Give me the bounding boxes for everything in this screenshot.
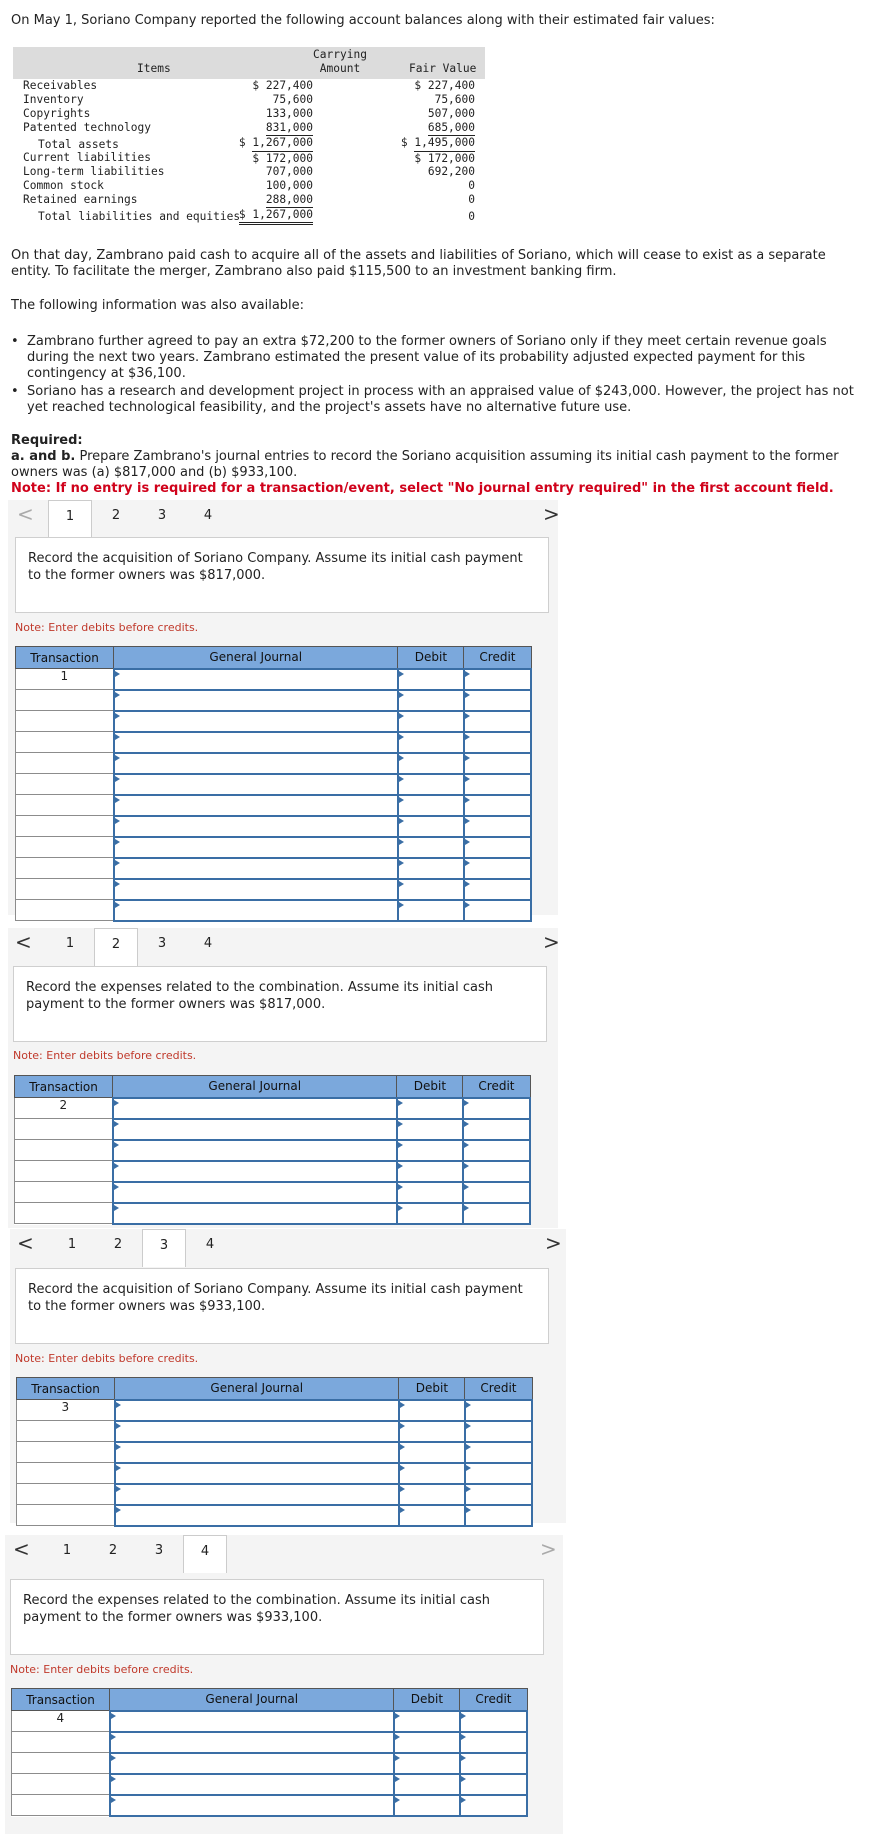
instruction-card: Record the acquisition of Soriano Company. Assume its initial cash payment to the former owners was $933,100. <box>15 1268 549 1344</box>
table-row <box>16 879 532 900</box>
table-row <box>17 1505 533 1526</box>
journal-table-2 <box>14 1075 531 1225</box>
tab-2[interactable]: 2 <box>94 928 138 966</box>
table-row: Patented technology 831,000 685,000 <box>23 121 475 134</box>
credit-input[interactable] <box>464 774 531 795</box>
account-select[interactable] <box>113 1203 397 1224</box>
debit-input[interactable] <box>398 858 464 879</box>
credit-input[interactable] <box>464 837 531 858</box>
account-select[interactable] <box>115 1484 399 1505</box>
transaction-header: Transaction <box>17 1378 115 1400</box>
transaction-number: 3 <box>17 1400 115 1421</box>
next-arrow-icon[interactable]: > <box>540 1537 557 1561</box>
account-select[interactable] <box>110 1753 394 1774</box>
tab-4[interactable]: 4 <box>205 1237 215 1252</box>
table-row <box>16 669 532 690</box>
debits-note: Note: Enter debits before credits. <box>10 1663 194 1676</box>
debit-input[interactable] <box>398 837 464 858</box>
table-row <box>12 1732 528 1753</box>
debit-input[interactable] <box>399 1400 465 1421</box>
table-row <box>15 1203 531 1224</box>
tab-1[interactable]: 1 <box>65 936 75 951</box>
table-row: Inventory 75,600 75,600 <box>23 93 475 106</box>
account-select[interactable] <box>115 1442 399 1463</box>
credit-input[interactable] <box>460 1795 527 1816</box>
debit-input[interactable] <box>394 1732 460 1753</box>
credit-input[interactable] <box>463 1182 530 1203</box>
account-select[interactable] <box>115 1421 399 1442</box>
table-row <box>16 774 532 795</box>
transaction-number: 4 <box>12 1711 110 1732</box>
transaction-header: Transaction <box>15 1076 113 1098</box>
account-select[interactable] <box>114 690 398 711</box>
debit-header: Debit <box>394 1689 460 1711</box>
debit-input[interactable] <box>399 1442 465 1463</box>
tab-2[interactable]: 2 <box>108 1543 118 1558</box>
table-row <box>16 690 532 711</box>
debit-header: Debit <box>398 647 464 669</box>
credit-input[interactable] <box>464 816 531 837</box>
debit-input[interactable] <box>394 1711 460 1732</box>
tab-2[interactable]: 2 <box>113 1237 123 1252</box>
journal-table-3 <box>16 1377 533 1527</box>
table-row: Copyrights 133,000 507,000 <box>23 107 475 120</box>
transaction-number: 1 <box>16 669 114 690</box>
table-row <box>17 1463 533 1484</box>
debit-input[interactable] <box>398 816 464 837</box>
account-select[interactable] <box>114 711 398 732</box>
table-row <box>16 900 532 921</box>
debit-input[interactable] <box>398 753 464 774</box>
debit-input[interactable] <box>398 795 464 816</box>
table-row <box>16 732 532 753</box>
next-arrow-icon[interactable]: > <box>543 502 560 526</box>
table-row <box>15 1140 531 1161</box>
table-row <box>16 711 532 732</box>
instruction-card: Record the acquisition of Soriano Company. Assume its initial cash payment to the former owners was $817,000. <box>15 537 549 613</box>
tab-1[interactable]: 1 <box>48 500 92 538</box>
account-select[interactable] <box>114 774 398 795</box>
debit-input[interactable] <box>398 669 464 690</box>
credit-input[interactable] <box>465 1442 532 1463</box>
table-row <box>16 837 532 858</box>
required-text: a. and b. Prepare Zambrano's journal entries to record the Soriano acquisition assuming its initial cash payment to the former owners was (a) $817,000 and (b) $933,100. <box>11 449 839 480</box>
credit-input[interactable] <box>460 1732 527 1753</box>
next-arrow-icon[interactable]: > <box>543 930 560 954</box>
journal-header: General Journal <box>110 1689 394 1711</box>
journal-panel-4 <box>5 1535 563 1834</box>
table-row <box>16 816 532 837</box>
credit-input[interactable] <box>464 900 531 921</box>
instruction-card: Record the expenses related to the combination. Assume its initial cash payment to the former owners was $933,100. <box>10 1579 544 1655</box>
credit-input[interactable] <box>465 1463 532 1484</box>
list-item: • Soriano has a research and development project in process with an appraised value of $243,000. However, the project has not yet reached technological feasibility, and the project's assets have no alternative future use. <box>27 384 859 416</box>
tab-4[interactable]: 4 <box>203 936 213 951</box>
account-select[interactable] <box>115 1463 399 1484</box>
tab-3[interactable]: 3 <box>154 1543 164 1558</box>
debits-note: Note: Enter debits before credits. <box>15 621 199 634</box>
debits-note: Note: Enter debits before credits. <box>13 1049 197 1062</box>
table-row <box>17 1442 533 1463</box>
table-row <box>15 1119 531 1140</box>
credit-input[interactable] <box>460 1774 527 1795</box>
debit-input[interactable] <box>398 690 464 711</box>
journal-header: General Journal <box>115 1378 399 1400</box>
debit-input[interactable] <box>397 1203 463 1224</box>
carrying-header: Carrying Amount <box>313 48 367 75</box>
table-row <box>17 1421 533 1442</box>
account-select[interactable] <box>114 669 398 690</box>
items-header: Items <box>137 62 171 75</box>
debit-input[interactable] <box>399 1484 465 1505</box>
transaction-header: Transaction <box>12 1689 110 1711</box>
table-row <box>15 1098 531 1119</box>
account-select[interactable] <box>110 1795 394 1816</box>
credit-input[interactable] <box>465 1400 532 1421</box>
credit-input[interactable] <box>464 711 531 732</box>
instruction-card: Record the expenses related to the combination. Assume its initial cash payment to the former owners was $817,000. <box>13 966 547 1042</box>
debits-note: Note: Enter debits before credits. <box>15 1352 199 1365</box>
credit-input[interactable] <box>464 879 531 900</box>
table-row <box>16 858 532 879</box>
table-row: Total liabilities and equities $ 1,267,000 0 <box>38 208 475 223</box>
credit-input[interactable] <box>464 753 531 774</box>
table-row <box>12 1774 528 1795</box>
intro-text: On May 1, Soriano Company reported the following account balances along with their estimated fair values: <box>11 13 715 28</box>
credit-input[interactable] <box>463 1161 530 1182</box>
prev-arrow-icon[interactable]: < <box>17 502 34 526</box>
debit-input[interactable] <box>398 900 464 921</box>
account-select[interactable] <box>114 795 398 816</box>
credit-input[interactable] <box>465 1505 532 1526</box>
credit-input[interactable] <box>463 1119 530 1140</box>
tab-3[interactable]: 3 <box>142 1229 186 1267</box>
table-row: Total assets $ 1,267,000 $ 1,495,000 <box>38 136 475 151</box>
credit-header: Credit <box>465 1378 532 1400</box>
table-row <box>12 1711 528 1732</box>
prev-arrow-icon[interactable]: < <box>17 1231 34 1255</box>
fair-value-header: Fair Value <box>409 62 477 75</box>
credit-input[interactable] <box>463 1140 530 1161</box>
credit-header: Credit <box>460 1689 527 1711</box>
account-select[interactable] <box>114 732 398 753</box>
account-select[interactable] <box>113 1119 397 1140</box>
debit-input[interactable] <box>394 1753 460 1774</box>
table-row: Retained earnings 288,000 0 <box>23 193 475 206</box>
table-row <box>15 1161 531 1182</box>
transaction-number: 2 <box>15 1098 113 1119</box>
tab-2[interactable]: 2 <box>111 508 121 523</box>
debit-input[interactable] <box>397 1161 463 1182</box>
balance-table-header <box>13 47 485 79</box>
journal-table-4 <box>11 1688 528 1817</box>
debit-input[interactable] <box>397 1140 463 1161</box>
transaction-header: Transaction <box>16 647 114 669</box>
account-select[interactable] <box>114 858 398 879</box>
account-select[interactable] <box>110 1732 394 1753</box>
prev-arrow-icon[interactable]: < <box>13 1537 30 1561</box>
account-select[interactable] <box>115 1505 399 1526</box>
account-select[interactable] <box>113 1161 397 1182</box>
account-select[interactable] <box>110 1711 394 1732</box>
account-select[interactable] <box>114 900 398 921</box>
account-select[interactable] <box>115 1400 399 1421</box>
tab-3[interactable]: 3 <box>157 508 167 523</box>
journal-header: General Journal <box>114 647 398 669</box>
next-arrow-icon[interactable]: > <box>545 1231 562 1255</box>
table-row <box>15 1182 531 1203</box>
debit-input[interactable] <box>399 1421 465 1442</box>
debit-input[interactable] <box>398 879 464 900</box>
debit-input[interactable] <box>394 1795 460 1816</box>
balance-table <box>13 47 485 223</box>
credit-input[interactable] <box>465 1421 532 1442</box>
table-row: Long-term liabilities 707,000 692,200 <box>23 165 475 178</box>
account-select[interactable] <box>113 1140 397 1161</box>
tab-4[interactable]: 4 <box>203 508 213 523</box>
table-row <box>17 1400 533 1421</box>
debit-input[interactable] <box>398 732 464 753</box>
account-select[interactable] <box>114 837 398 858</box>
tab-3[interactable]: 3 <box>157 936 167 951</box>
account-select[interactable] <box>114 816 398 837</box>
table-row <box>12 1795 528 1816</box>
credit-input[interactable] <box>464 858 531 879</box>
credit-input[interactable] <box>460 1753 527 1774</box>
debit-input[interactable] <box>397 1098 463 1119</box>
account-select[interactable] <box>113 1098 397 1119</box>
credit-input[interactable] <box>463 1203 530 1224</box>
merger-paragraph: On that day, Zambrano paid cash to acquire all of the assets and liabilities of Soriano, which will cease to exist as a separate entity. To facilitate the merger, Zambrano also paid $115,500 to an investment banking firm. <box>11 248 826 279</box>
debit-input[interactable] <box>397 1182 463 1203</box>
account-select[interactable] <box>114 879 398 900</box>
tab-1[interactable]: 1 <box>67 1237 77 1252</box>
credit-input[interactable] <box>460 1711 527 1732</box>
required-note: Note: If no entry is required for a transaction/event, select "No journal entry required" in the first account field. <box>11 481 834 496</box>
credit-input[interactable] <box>463 1098 530 1119</box>
account-select[interactable] <box>113 1182 397 1203</box>
debit-input[interactable] <box>394 1774 460 1795</box>
journal-header: General Journal <box>113 1076 397 1098</box>
credit-input[interactable] <box>464 669 531 690</box>
credit-header: Credit <box>463 1076 530 1098</box>
info-bullets <box>27 334 859 418</box>
table-row: Current liabilities $ 172,000 $ 172,000 <box>23 151 475 165</box>
account-select[interactable] <box>110 1774 394 1795</box>
table-row <box>16 753 532 774</box>
journal-panel-2 <box>8 928 558 1228</box>
debit-header: Debit <box>397 1076 463 1098</box>
debit-input[interactable] <box>398 711 464 732</box>
list-item: • Zambrano further agreed to pay an extra $72,200 to the former owners of Soriano only if they meet certain revenue goals during the next two years. Zambrano estimated the present value of its probability adjusted expected payment for this contingency at $36,100. <box>27 334 859 382</box>
debit-input[interactable] <box>399 1463 465 1484</box>
table-row <box>17 1484 533 1505</box>
table-row: Receivables $ 227,400 $ 227,400 <box>23 79 475 92</box>
journal-panel-1 <box>8 500 558 915</box>
journal-table-1 <box>15 646 532 922</box>
debit-input[interactable] <box>398 774 464 795</box>
prev-arrow-icon[interactable]: < <box>15 930 32 954</box>
required-section <box>11 433 851 497</box>
credit-input[interactable] <box>464 690 531 711</box>
credit-input[interactable] <box>464 732 531 753</box>
journal-panel-3 <box>10 1229 566 1523</box>
credit-header: Credit <box>464 647 531 669</box>
debit-header: Debit <box>399 1378 465 1400</box>
tab-1[interactable]: 1 <box>62 1543 72 1558</box>
required-label: Required: <box>11 433 83 448</box>
debit-input[interactable] <box>399 1505 465 1526</box>
account-select[interactable] <box>114 753 398 774</box>
debit-input[interactable] <box>397 1119 463 1140</box>
table-row <box>16 795 532 816</box>
table-row <box>12 1753 528 1774</box>
credit-input[interactable] <box>465 1484 532 1505</box>
table-row: Common stock 100,000 0 <box>23 179 475 192</box>
tab-4[interactable]: 4 <box>183 1535 227 1573</box>
credit-input[interactable] <box>464 795 531 816</box>
info-paragraph: The following information was also available: <box>11 298 305 313</box>
